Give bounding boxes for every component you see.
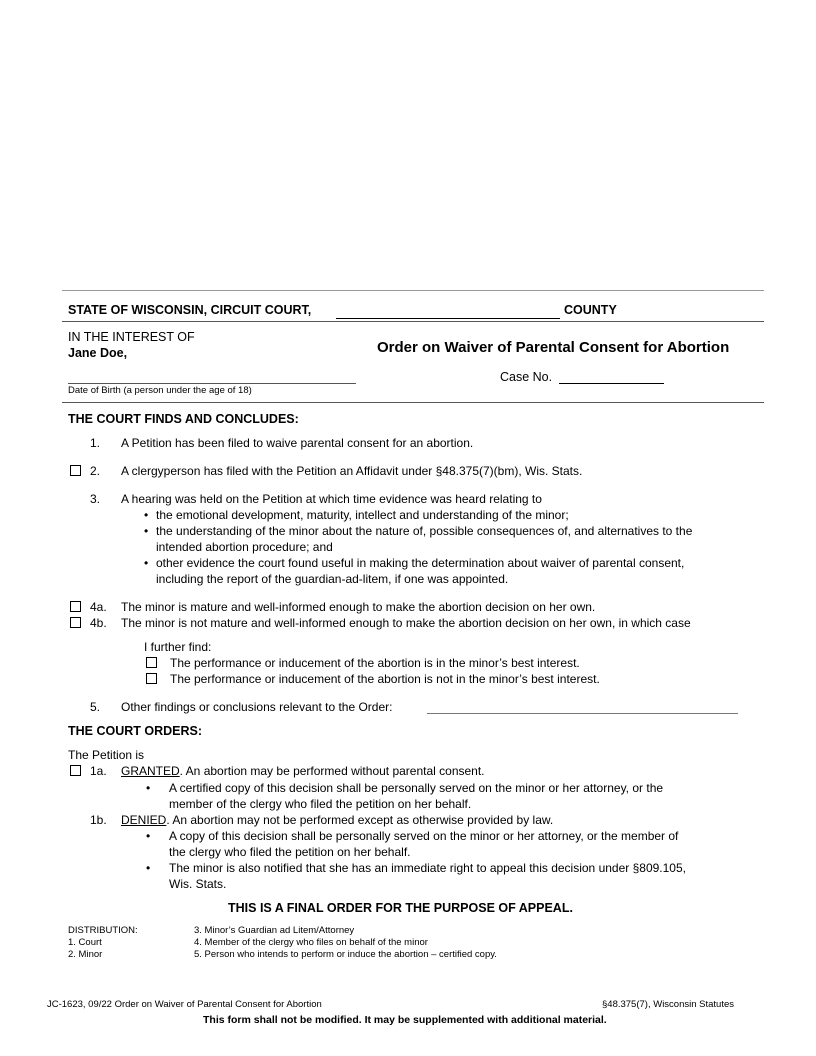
item-2-checkbox[interactable] [70,465,81,476]
denied-bullet-2-line-1: The minor is also notified that she has an immediate right to appeal this decision under §809.105, [169,861,686,875]
granted-text: . An abortion may be performed without parental consent. [179,764,485,778]
distribution-3: 3. Minor’s Guardian ad Litem/Attorney [194,925,355,936]
footer-form-id: JC-1623, 09/22 Order on Waiver of Parental Consent for Abortion [47,999,322,1010]
bullet-icon: • [144,524,149,538]
denied-bullet-1-line-2: the clergy who filed the petition on her behalf. [169,845,411,859]
item-4a-checkbox[interactable] [70,601,81,612]
petition-is-label: The Petition is [68,748,145,762]
distribution-5: 5. Person who intends to perform or induce the abortion – certified copy. [194,949,497,960]
denied-label: DENIED [121,813,167,827]
item-3-bullet-3-line-2: including the report of the guardian-ad-litem, if one was appointed. [156,572,509,586]
item-4b-checkbox[interactable] [70,617,81,628]
distribution-2: 2. Minor [68,949,103,960]
case-no-field[interactable] [559,383,664,384]
granted-bullet-line-1: A certified copy of this decision shall be personally served on the minor or her attorney, or the [169,781,664,795]
not-best-interest-checkbox[interactable] [146,673,157,684]
item-4b-text: The minor is not mature and well-informed enough to make the abortion decision on her own, in which case [121,616,691,630]
state-court-label: STATE OF WISCONSIN, CIRCUIT COURT, [68,303,312,317]
dob-field[interactable] [68,383,356,384]
dob-label: Date of Birth (a person under the age of 18) [68,385,252,396]
item-4b-number: 4b. [90,616,107,630]
denied-text: . An abortion may not be performed except as otherwise provided by law. [166,813,554,827]
best-interest-text: The performance or inducement of the abortion is in the minor’s best interest. [170,656,580,670]
county-label: COUNTY [564,303,617,317]
item-3-bullet-3-line-1: other evidence the court found useful in making the determination about waiver of parental consent, [156,556,685,570]
granted-checkbox[interactable] [70,765,81,776]
item-3-number: 3. [90,492,101,506]
item-5-text: Other findings or conclusions relevant to the Order: [121,700,393,714]
county-name-field[interactable] [336,318,560,319]
bullet-icon: • [146,861,151,875]
item-1-number: 1. [90,436,101,450]
bullet-icon: • [146,781,151,795]
best-interest-checkbox[interactable] [146,657,157,668]
final-order-notice: THIS IS A FINAL ORDER FOR THE PURPOSE OF APPEAL. [228,901,573,915]
item-3-text: A hearing was held on the Petition at which time evidence was heard relating to [121,492,542,506]
distribution-1: 1. Court [68,937,102,948]
order-1b-number: 1b. [90,813,107,827]
footer-notice: This form shall not be modified. It may be supplemented with additional material. [203,1014,607,1026]
further-find-label: I further find: [144,640,212,654]
item-3-bullet-2-line-2: intended abortion procedure; and [156,540,333,554]
item-4a-number: 4a. [90,600,107,614]
minor-name: Jane Doe, [68,346,128,360]
distribution-4: 4. Member of the clergy who files on behalf of the minor [194,937,428,948]
header-rule [62,321,764,322]
bullet-icon: • [144,556,149,570]
bullet-icon: • [146,829,151,843]
item-2-text: A clergyperson has filed with the Petition an Affidavit under §48.375(7)(bm), Wis. Stats. [121,464,583,478]
order-1a-line [121,764,485,778]
other-findings-field[interactable] [427,713,738,714]
item-4a-text: The minor is mature and well-informed enough to make the abortion decision on her own. [121,600,596,614]
item-2-number: 2. [90,464,101,478]
item-5-number: 5. [90,700,101,714]
item-1-text: A Petition has been filed to waive parental consent for an abortion. [121,436,474,450]
orders-heading: THE COURT ORDERS: [68,724,203,738]
footer-statute: §48.375(7), Wisconsin Statutes [602,999,735,1010]
denied-bullet-2-line-2: Wis. Stats. [169,877,227,891]
denied-bullet-1-line-1: A copy of this decision shall be personally served on the minor or her attorney, or the member of [169,829,679,843]
order-1a-number: 1a. [90,764,107,778]
granted-label: GRANTED [121,764,180,778]
order-1b-line [121,813,553,827]
granted-bullet-line-2: member of the clergy who filed the petition on her behalf. [169,797,472,811]
findings-heading: THE COURT FINDS AND CONCLUDES: [68,412,299,426]
not-best-interest-text: The performance or inducement of the abortion is not in the minor’s best interest. [170,672,600,686]
item-3-bullet-1: the emotional development, maturity, intellect and understanding of the minor; [156,508,569,522]
caption-rule [62,402,764,403]
distribution-label: DISTRIBUTION: [68,925,138,936]
bullet-icon: • [144,508,149,522]
top-rule [62,290,764,291]
case-no-label: Case No. [500,370,553,384]
item-3-bullet-2-line-1: the understanding of the minor about the nature of, possible consequences of, and alternatives to the [156,524,693,538]
form-title: Order on Waiver of Parental Consent for Abortion [377,339,730,356]
interest-of-label: IN THE INTEREST OF [68,330,195,344]
